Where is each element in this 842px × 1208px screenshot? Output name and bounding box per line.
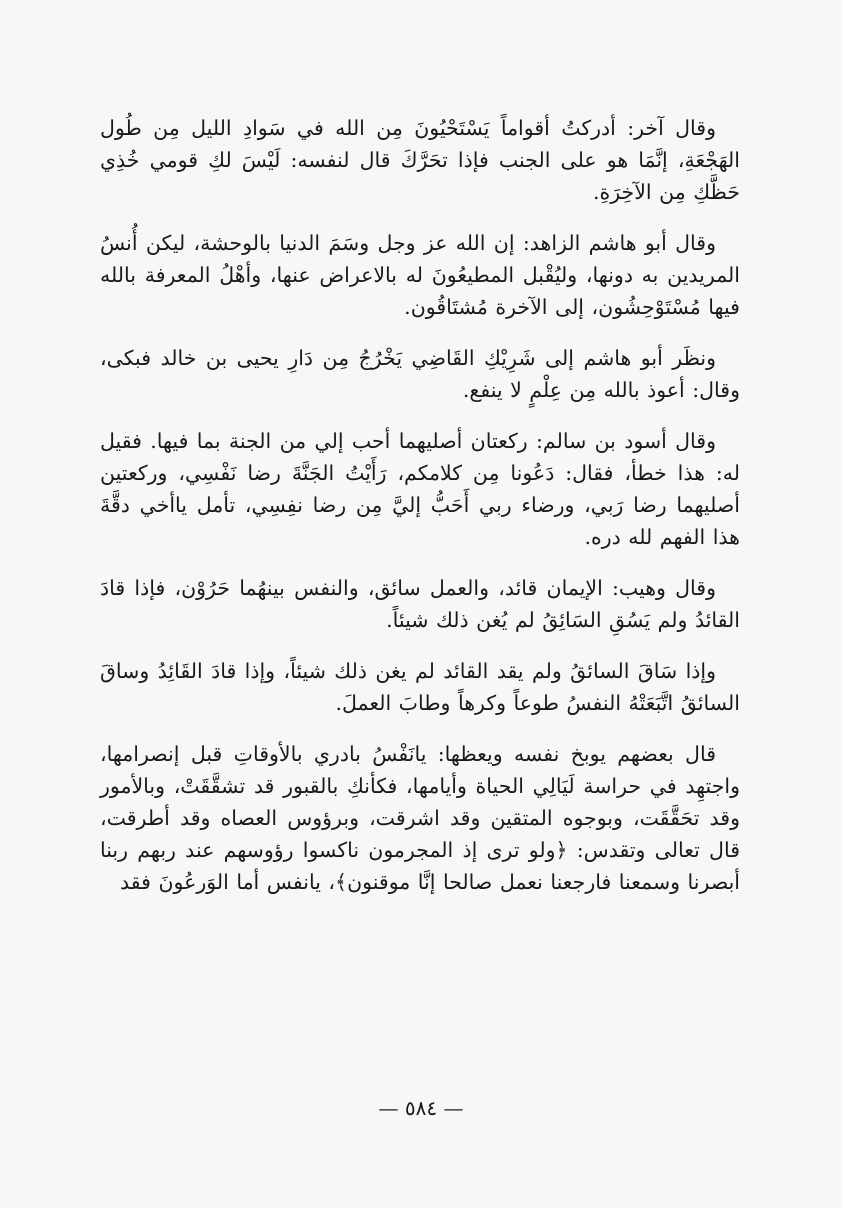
paragraph-6: وإذا سَاقَ السائقُ ولم يقد القائد لم يغن ذلك شيئاً، وإذا قادَ القَائِدُ وساقَ السائقُ اتَّبَعَتْهُ النفسُ طوعاً وكرهاً وطابَ العملَ. bbox=[100, 659, 740, 715]
page-body-text bbox=[100, 112, 740, 898]
paragraph-7: قال بعضهم يوبخ نفسه ويعظها: يانَفْسُ بادري بالأوقاتِ قبل إنصرامها، واجتهِد في حراسة لَيَالِي الحياة وأيامها، فكأنكِ بالقبور قد تشقَّقَتْ، وبالأمور وقد تحَقَّقَت، وبوجوه المتقين وقد اشرقت، وبرؤوس العصاه وقد أطرقت، قال تعالى وتقدس: ﴿ولو ترى إذ المجرمون ناكسوا رؤوسهم عند ربهم ربنا أبصرنا وسمعنا فارجعنا نعمل صالحا إنَّا موقنون﴾، يانفس أما الوَرعُونَ فقد bbox=[100, 742, 740, 894]
paragraph-3: ونظَر أبو هاشم إلى شَرِيْكِ القَاضِي يَخْرُجُ مِن دَارِ يحيى بن خالد فبكى، وقال: أعوذ بالله مِن عِلْمٍ لا ينفع. bbox=[100, 346, 740, 402]
paragraph-4: وقال أسود بن سالم: ركعتان أصليهما أحب إلي من الجنة بما فيها. فقيل له: هذا خطأ، فقال: دَعُونا مِن كلامكم، رَأَيْتُ الجَنَّةَ رضا نَفْسِي، وركعتين أصليهما رضا رَبي، ورضاء ربي أَحَبُّ إليَّ مِن رضا نفِسِي، تأمل ياأخي دقَّةَ هذا الفهم لله دره. bbox=[100, 429, 740, 549]
page-number: — ٥٨٤ — bbox=[378, 1096, 464, 1120]
paragraph-2: وقال أبو هاشم الزاهد: إن الله عز وجل وسَمَ الدنيا بالوحشة، ليكن أُنسُ المريدين به دونها، وليُقْبل المطيعُونَ له بالاعراض عنها، وأهْلُ المعرفة بالله فيها مُسْتَوْحِشُون، إلى الآخرة مُشتَاقُون. bbox=[100, 231, 740, 319]
paragraph-1: وقال آخر: أدركتُ أقواماً يَسْتَحْيُونَ مِن الله في سَوادِ الليل مِن طُول الهَجْعَةِ، إنَّمَا هو على الجنب فإذا تحَرَّكَ قال لنفسه: لَيْسَ لكِ قومي خُذِي حَظَّكِ مِن الآخِرَةِ. bbox=[100, 116, 740, 204]
paragraph-5: وقال وهيب: الإيمان قائد، والعمل سائق، والنفس بينهُما حَرُوْن، فإذا قادَ القائدُ ولم يَسُقِ السَائِقُ لم يُغن ذلك شيئاً. bbox=[100, 576, 740, 632]
